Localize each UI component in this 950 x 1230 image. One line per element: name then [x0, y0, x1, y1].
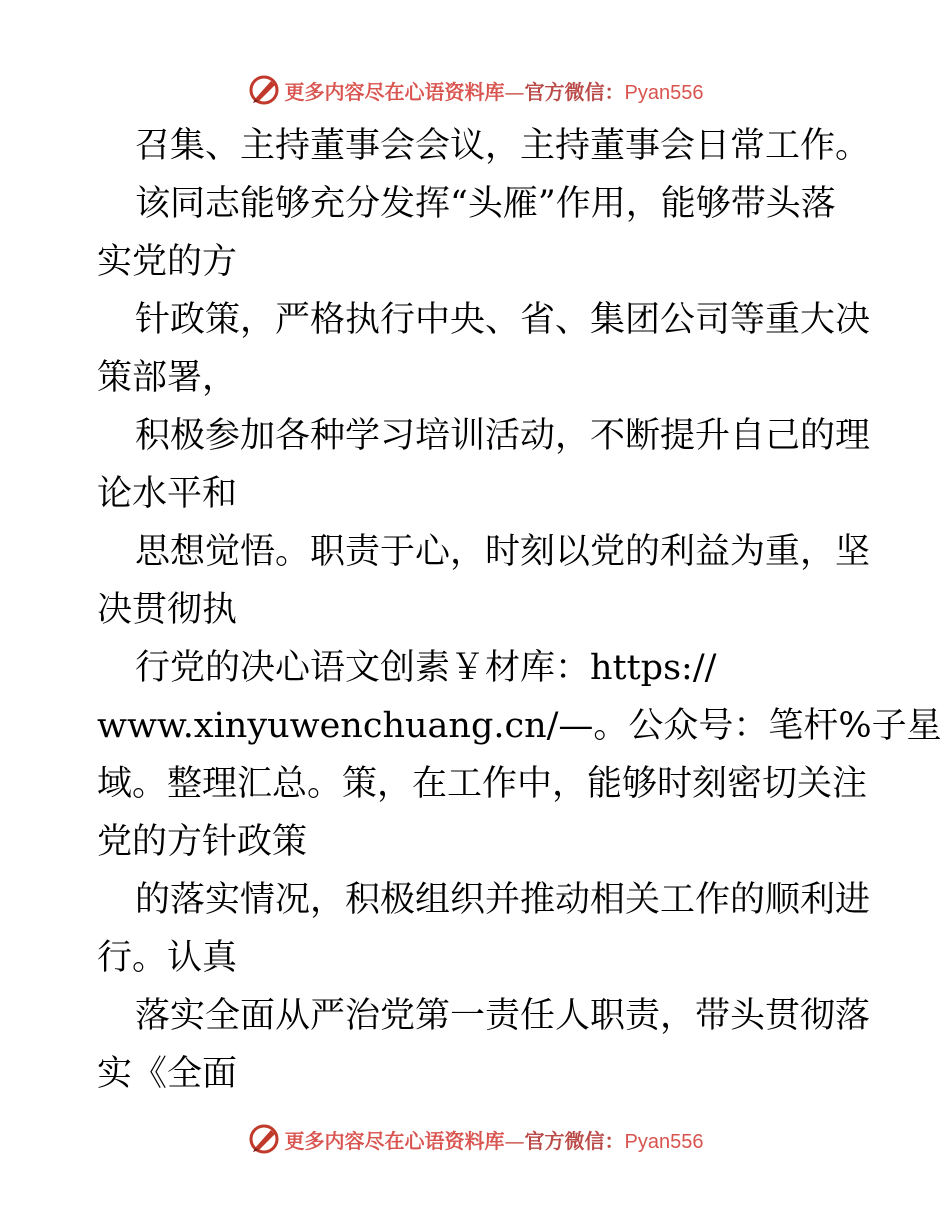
banner-main-text: 更多内容尽在心语资料库: [284, 1128, 505, 1153]
text-line: 实《全面: [97, 1054, 238, 1094]
banner-wechat-label: 官方微信：: [524, 79, 625, 104]
text-line: 论水平和: [97, 474, 238, 514]
footer-banner: [0, 1119, 950, 1159]
text-line: 思想觉悟。职责于心，时刻以党的利益为重，坚: [135, 532, 871, 572]
pen-logo-icon: [247, 73, 281, 107]
text-line: 域。整理汇总。策，在工作中，能够时刻密切关注: [97, 764, 868, 804]
banner-wechat-id: Pyan556: [624, 1130, 704, 1153]
text-line: 决贯彻执: [97, 590, 238, 630]
text-line: 落实全面从严治党第一责任人职责，带头贯彻落: [135, 996, 871, 1036]
header-banner: [0, 70, 950, 110]
header-banner-text: [285, 76, 704, 105]
banner-main-text: 更多内容尽在心语资料库: [284, 79, 505, 104]
text-line: 党的方针政策: [97, 822, 308, 862]
body-text: [97, 117, 942, 1103]
text-line: 实党的方: [97, 242, 238, 282]
banner-dash: —: [504, 79, 525, 104]
text-line: 策部署，: [97, 358, 238, 398]
text-line: 针政策，严格执行中央、省、集团公司等重大决: [135, 300, 871, 340]
banner-wechat-label: 官方微信：: [524, 1128, 625, 1153]
text-line: 积极参加各种学习培训活动，不断提升自己的理: [135, 416, 871, 456]
text-line: 该同志能够充分发挥“头雁”作用，能够带头落: [135, 184, 836, 224]
text-line: 的落实情况，积极组织并推动相关工作的顺利进: [135, 880, 871, 920]
pen-logo-icon: [247, 1122, 281, 1156]
footer-banner-text: [285, 1125, 704, 1154]
banner-wechat-id: Pyan556: [624, 81, 704, 104]
text-line: www.xinyuwenchuang.cn/—。公众号：笔杆%子星: [97, 706, 942, 746]
text-line: 行。认真: [97, 938, 238, 978]
banner-dash: —: [504, 1128, 525, 1153]
text-line: 行党的决心语文创素￥材库：https://: [135, 648, 717, 688]
text-line: 召集、主持董事会会议，主持董事会日常工作。: [135, 126, 871, 166]
